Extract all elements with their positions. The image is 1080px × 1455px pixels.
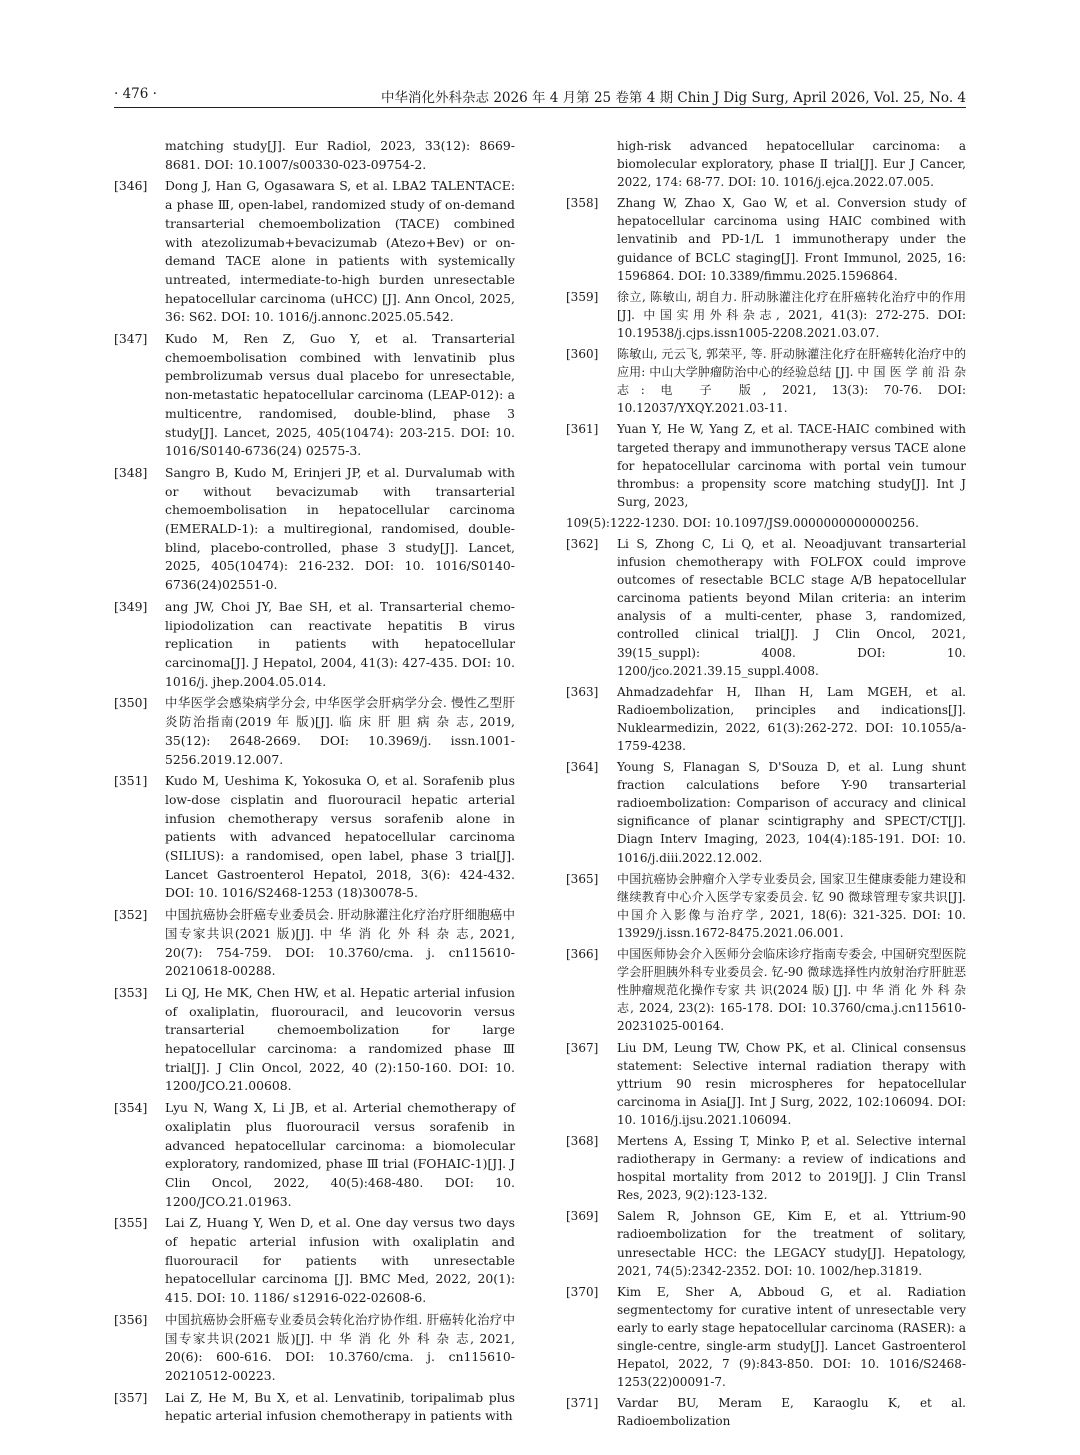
reference-entry [114, 984, 515, 1096]
reference-text: Kudo M, Ren Z, Guo Y, et al. Transarterial chemoembolisation combined with lenvatinib plus pembrolizumab versus dual placebo for unresectable, non-metastatic hepatocellular carcinoma (LEAP-012): a multicentre, randomised, double-blind, phase 3 study[J]. Lancet, 2025, 405(10474): 203-215. DOI: 10. 1016/S0140-6736(24) 02575-3. [165, 331, 515, 459]
journal-running-head: 中华消化外科杂志 2026 年 4 月第 25 卷第 4 期 Chin J Dig Surg, April 2026, Vol. 25, No. 4 [381, 90, 966, 106]
reference-text: Lai Z, He M, Bu X, et al. Lenvatinib, toripalimab plus hepatic arterial infusion chemotherapy in patients with [165, 1389, 515, 1424]
page-number: · 476 · [114, 86, 157, 102]
reference-entry [566, 345, 966, 417]
reference-entry [566, 1394, 966, 1430]
reference-text: Li QJ, He MK, Chen HW, et al. Hepatic arterial infusion of oxaliplatin, fluorouracil, and leucovorin versus transarterial chemoembolization for large hepatocellular carcinoma: a randomized phase Ⅲ trial[J]. J Clin Oncol, 2022, 40 (2):150-160. DOI: 10. 1200/JCO.21.00608. [165, 984, 515, 1094]
reference-number: [355] [114, 1215, 148, 1231]
reference-text: Ahmadzadehfar H, Ilhan H, Lam MGEH, et al. Radioembolization, principles and indications[J]. Nuklearmedizin, 2022, 61(3):262-272. DOI: 10.1055/a-1759-4238. [617, 684, 966, 753]
reference-text: matching study[J]. Eur Radiol, 2023, 33(12): 8669-8681. DOI: 10.1007/s00330-023-09754-2. [165, 138, 515, 172]
header-rule [114, 107, 966, 108]
reference-entry [566, 683, 966, 755]
reference-text: 109(5):1222-1230. DOI: 10.1097/JS9.0000000000000256. [566, 515, 919, 530]
reference-text: Lyu N, Wang X, Li JB, et al. Arterial chemotherapy of oxaliplatin plus fluorouracil versus sorafenib in advanced hepatocellular carcinoma: a biomolecular exploratory, randomized, phase Ⅲ trial (FOHAIC-1)[J]. J Clin Oncol, 2022, 40(5):468-480. DOI: 10. 1200/JCO.21.01963. [165, 1100, 515, 1209]
reference-number: [359] [566, 289, 599, 304]
reference-entry [114, 694, 515, 769]
reference-entry [566, 514, 966, 532]
reference-entry [114, 598, 515, 692]
reference-number: [350] [114, 695, 148, 711]
reference-entry [566, 945, 966, 1035]
reference-entry [114, 177, 515, 327]
reference-number: [364] [566, 760, 599, 775]
reference-number: [354] [114, 1100, 148, 1116]
reference-number: [371] [566, 1396, 599, 1411]
reference-number: [356] [114, 1311, 148, 1327]
reference-entry [566, 420, 966, 510]
reference-text: ang JW, Choi JY, Bae SH, et al. Transarterial chemo-lipiodolization can reactivate hepatitis B virus replication in patients with hepatocellular carcinoma[J]. J Hepatol, 2004, 41(3): 427-435. DOI: 10. 1016/j. jhep.2004.05.014. [165, 598, 515, 689]
reference-entry [114, 1389, 515, 1426]
reference-entry [566, 1283, 966, 1392]
reference-text: 中国抗癌协会肝癌专业委员会转化治疗协作组. 肝癌转化治疗中国专家共识(2021 版)[J]. 中 华 消 化 外 科 杂 志, 2021, 20(6): 600-616. DOI: 10.3760/cma. j. cn115610-20210512-00223. [165, 1311, 515, 1383]
reference-text: 中国抗癌协会肝癌专业委员会. 肝动脉灌注化疗治疗肝细胞癌中国专家共识(2021 版)[J]. 中 华 消 化 外 科 杂 志, 2021, 20(7): 754-759. DOI: 10.3760/cma. j. cn115610-20210618-00288. [165, 907, 515, 979]
reference-text: Kudo M, Ueshima K, Yokosuka O, et al. Sorafenib plus low-dose cisplatin and fluorouracil hepatic arterial infusion chemotherapy versus sorafenib alone in patients with advanced hepatocellular carcinoma (SILIUS): a randomised, open label, phase 3 trial[J]. Lancet Gastroenterol Hepatol, 2018, 3(6): 424-432. DOI: 10. 1016/S2468-1253 (18)30078-5. [165, 773, 515, 901]
reference-entry [566, 1039, 966, 1129]
reference-number: [352] [114, 907, 148, 923]
reference-text: 中国抗癌协会肿瘤介入学专业委员会, 国家卫生健康委能力建设和继续教育中心介入医学专家委员会. 钇 90 微球管理专家共识[J]. 中国介入影像与治疗学, 2021, 18(6): 321-325. DOI: 10. 13929/j.issn.1672-8475.2021.06.001. [617, 871, 966, 940]
reference-entry [114, 330, 515, 461]
reference-text: Lai Z, Huang Y, Wen D, et al. One day versus two days of hepatic arterial infusion with oxaliplatin and fluorouracil for patients with unresectable hepatocellular carcinoma [J]. BMC Med, 2022, 20(1): 415. DOI: 10. 1186/ s12916-022-02608-6. [165, 1215, 515, 1306]
reference-entry [114, 906, 515, 981]
right-column [566, 137, 966, 1433]
reference-number: [351] [114, 773, 148, 789]
reference-text: Vardar BU, Meram E, Karaoglu K, et al. Radioembolization [617, 1396, 966, 1429]
reference-text: Zhang W, Zhao X, Gao W, et al. Conversion study of hepatocellular carcinoma using HAIC combined with lenvatinib and PD-1/L 1 immunotherapy under the guidance of BCLC staging[J]. Front Immunol, 2025, 16: 1596864. DOI: 10.3389/fimmu.2025.1596864. [617, 196, 966, 283]
reference-entry [114, 772, 515, 903]
reference-entry [114, 1099, 515, 1211]
reference-text: Dong J, Han G, Ogasawara S, et al. LBA2 TALENTACE: a phase Ⅲ, open-label, randomized study of on-demand transarterial chemoembolization (TACE) combined with atezolizumab+bevacizumab (Atezo+Bev) or on-demand TACE alone in patients with systemically untreated, intermediate-to-high burden unresectable hepatocellular carcinoma (uHCC) [J]. Ann Oncol, 2025, 36: S62. DOI: 10. 1016/j.annonc.2025.05.542. [165, 178, 515, 325]
reference-number: [348] [114, 464, 148, 480]
reference-number: [353] [114, 984, 148, 1000]
reference-entry [114, 1214, 515, 1308]
reference-number: [361] [566, 422, 599, 437]
reference-number: [363] [566, 684, 599, 699]
reference-entry [114, 1311, 515, 1386]
reference-number: [366] [566, 947, 599, 962]
reference-text: high-risk advanced hepatocellular carcinoma: a biomolecular exploratory, phase Ⅱ trial[J]. Eur J Cancer, 2022, 174: 68-77. DOI: 10. 1016/j.ejca.2022.07.005. [617, 139, 966, 190]
reference-number: [349] [114, 598, 148, 614]
reference-entry [566, 1132, 966, 1204]
reference-text: Salem R, Johnson GE, Kim E, et al. Yttrium-90 radioembolization for the treatment of solitary, unresectable HCC: the LEGACY study[J]. Hepatology, 2021, 74(5):2342-2352. DOI: 10. 1002/hep.31819. [617, 1209, 966, 1278]
reference-entry [566, 137, 966, 191]
reference-text: Kim E, Sher A, Abboud G, et al. Radiation segmentectomy for curative intent of unresectable very early to early stage hepatocellular carcinoma (RASER): a single-centre, single-arm study[J]. Lancet Gastroenterol Hepatol, 2022, 7 (9):843-850. DOI: 10. 1016/S2468-1253(22)00091-7. [617, 1284, 966, 1390]
reference-text: 徐立, 陈敏山, 胡自力. 肝动脉灌注化疗在肝癌转化治疗中的作用[J]. 中国实用外科杂志, 2021, 41(3): 272-275. DOI: 10.19538/j.cjps.issn1005-2208.2021.03.07. [617, 289, 966, 340]
reference-number: [368] [566, 1133, 599, 1148]
reference-entry [566, 535, 966, 680]
reference-text: Liu DM, Leung TW, Chow PK, et al. Clinical consensus statement: Selective internal radiation therapy with yttrium 90 resin microspheres for hepatocellular carcinoma in Asia[J]. Int J Surg, 2022, 102:106094. DOI: 10. 1016/j.ijsu.2021.106094. [617, 1040, 966, 1127]
reference-entry [566, 870, 966, 942]
reference-entry [114, 137, 515, 174]
reference-number: [346] [114, 178, 148, 194]
reference-text: Mertens A, Essing T, Minko P, et al. Selective internal radiotherapy in Germany: a review of indications and hospital mortality from 2012 to 2019[J]. J Clin Transl Res, 2023, 9(2):123-132. [617, 1133, 966, 1203]
reference-text: 中国医师协会介入医师分会临床诊疗指南专委会, 中国研究型医院学会肝胆胰外科专业委员会. 钇-90 微球选择性内放射治疗肝脏恶性肿瘤规范化操作专家 共 识(2024 版) [J]. 中 华 消 化 外 科 杂 志, 2024, 23(2): 165-178. DOI: 10.3760/cma.j.cn115610-20231025-00164. [617, 947, 966, 1034]
reference-text: Sangro B, Kudo M, Erinjeri JP, et al. Durvalumab with or without bevacizumab with transarterial chemoembolisation in hepatocellular carcinoma (EMERALD-1): a multiregional, randomised, double-blind, placebo-controlled, phase 3 study[J]. Lancet, 2025, 405(10474): 216-232. DOI: 10. 1016/S0140-6736(24)02551-0. [165, 464, 515, 593]
reference-number: [367] [566, 1040, 599, 1055]
reference-number: [365] [566, 871, 599, 886]
reference-number: [369] [566, 1209, 599, 1224]
reference-text: 中华医学会感染病学分会, 中华医学会肝病学分会. 慢性乙型肝炎防治指南(2019 年 版)[J]. 临 床 肝 胆 病 杂 志, 2019, 35(12): 2648-2669. DOI: 10.3969/j. issn.1001-5256.2019.12.007. [165, 695, 515, 767]
reference-number: [362] [566, 536, 599, 551]
reference-number: [347] [114, 331, 148, 347]
reference-entry [566, 288, 966, 342]
reference-entry [566, 194, 966, 284]
reference-text: Young S, Flanagan S, D'Souza D, et al. Lung shunt fraction calculations before Y-90 transarterial radioembolization: Comparison of accuracy and clinical significance of planar scintigraphy and SPECT/CT[J]. Diagn Interv Imaging, 2023, 104(4):185-191. DOI: 10. 1016/j.diii.2022.12.002. [617, 760, 966, 865]
left-column [114, 137, 515, 1429]
reference-entry [566, 758, 966, 867]
reference-number: [370] [566, 1284, 599, 1299]
reference-number: [357] [114, 1389, 148, 1405]
reference-text: Yuan Y, He W, Yang Z, et al. TACE-HAIC combined with targeted therapy and immunotherapy versus TACE alone for hepatocellular carcinoma with portal vein tumour thrombus: a propensity score matching study[J]. Int J Surg, 2023, [617, 422, 966, 509]
reference-entry [114, 464, 515, 595]
reference-number: [360] [566, 347, 599, 362]
reference-entry [566, 1207, 966, 1279]
reference-number: [358] [566, 196, 599, 211]
reference-text: 陈敏山, 元云飞, 郭荣平, 等. 肝动脉灌注化疗在肝癌转化治疗中的应用: 中山大学肿瘤防治中心的经验总结 [J]. 中 国 医 学 前 沿 杂 志: 电 子 版, 2021, 13(3): 70-76. DOI: 10.12037/YXQY.2021.03-11. [617, 347, 966, 416]
reference-text: Li S, Zhong C, Li Q, et al. Neoadjuvant transarterial infusion chemotherapy with FOLFOX could improve outcomes of resectable BCLC stage A/B hepatocellular carcinoma patients beyond Milan criteria: an interim analysis of a multi-center, phase 3, randomized, controlled clinical trial[J]. J Clin Oncol, 2021, 39(15_suppl): 4008. DOI: 10. 1200/jco.2021.39.15_suppl.4008. [617, 536, 966, 678]
